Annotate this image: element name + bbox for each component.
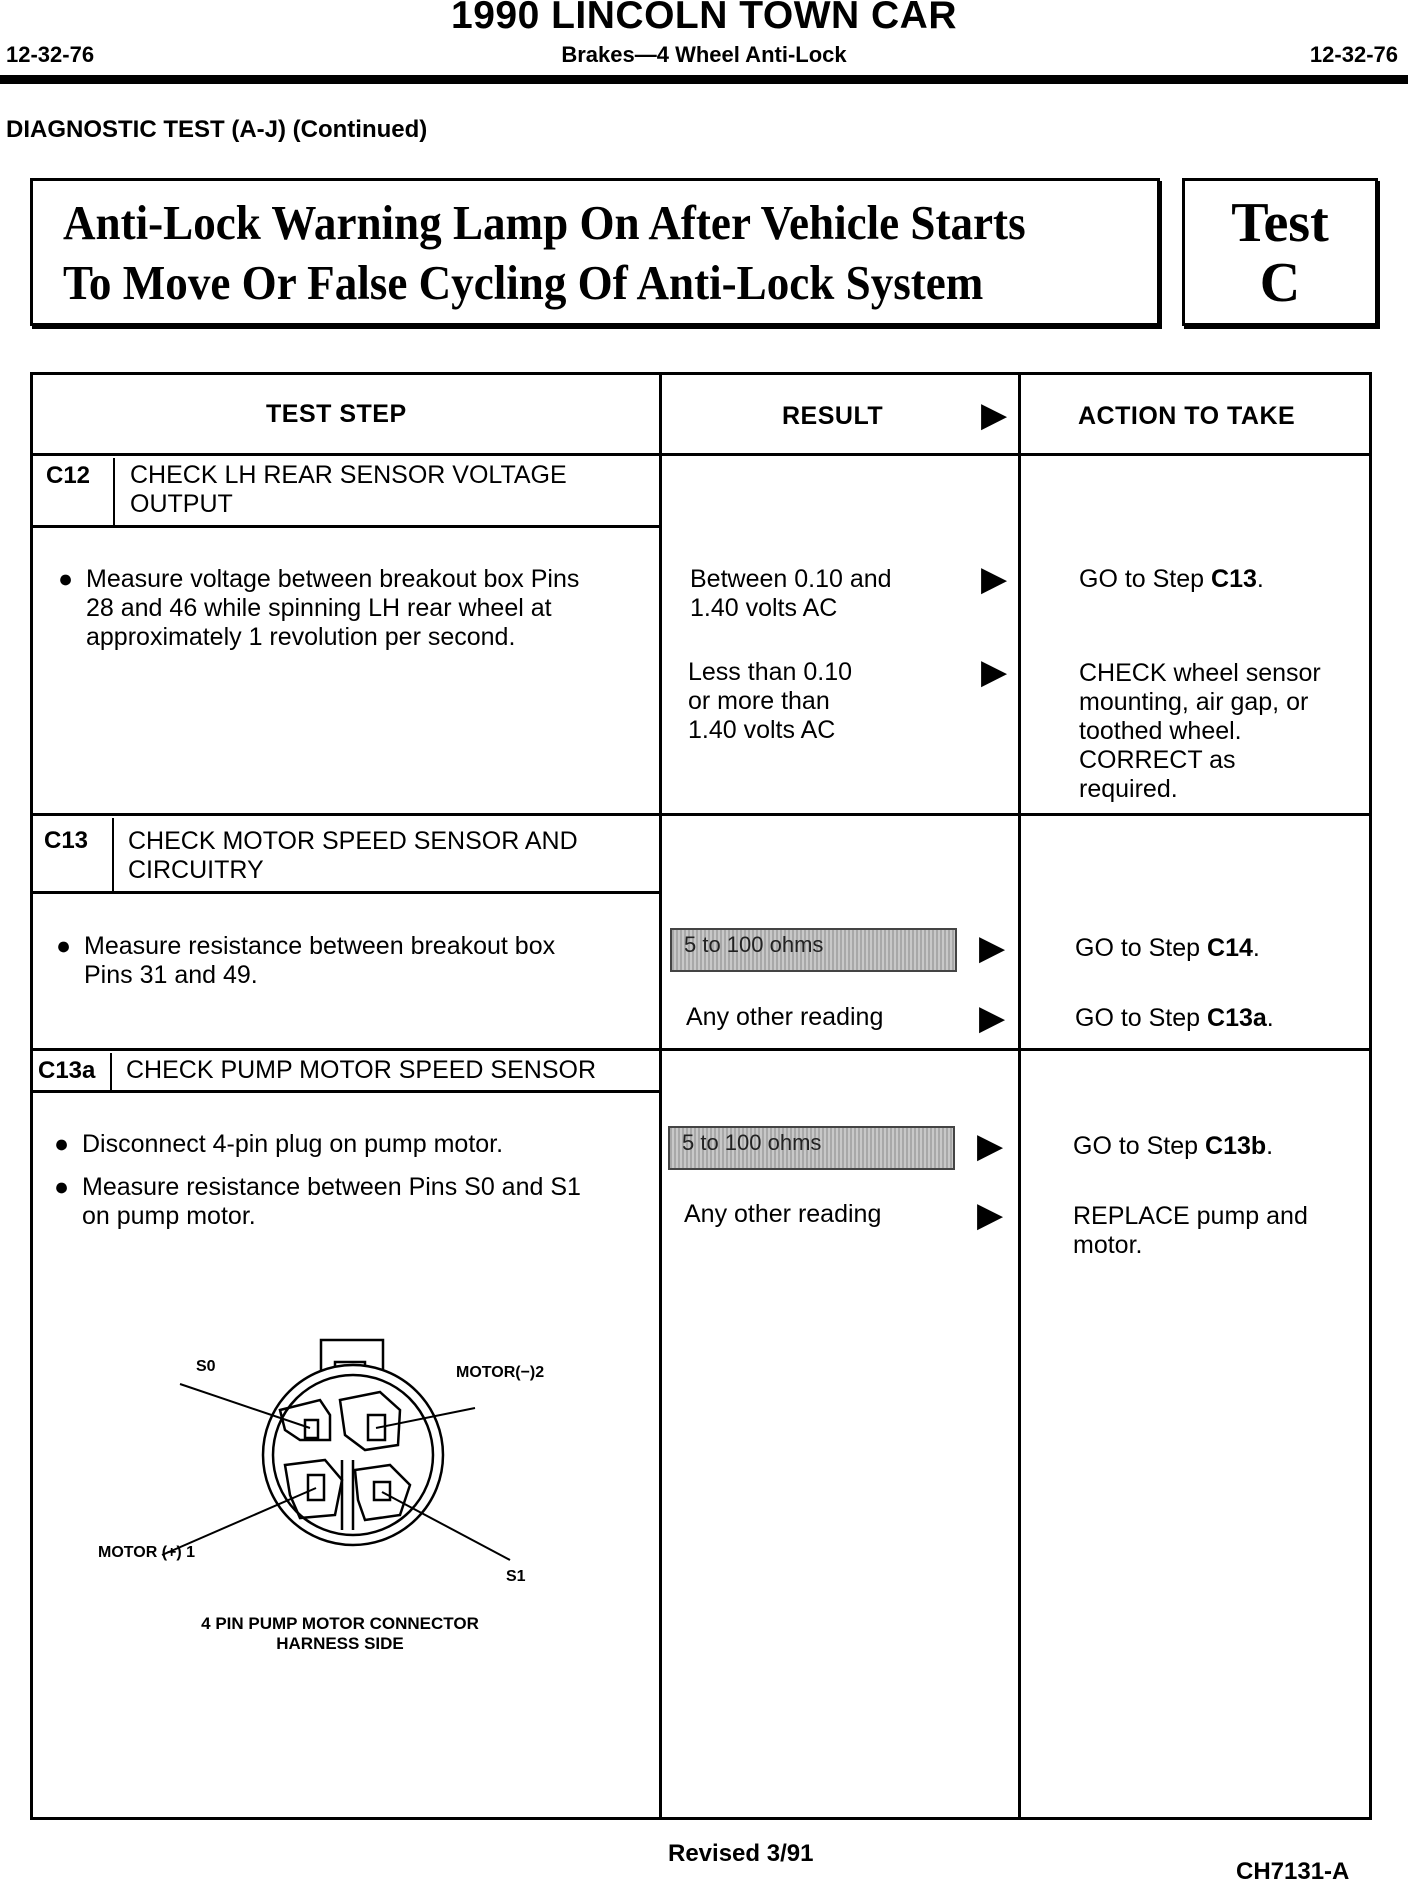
step-id-divider: [112, 818, 114, 891]
test-title-line2: To Move Or False Cycling Of Anti-Lock System: [63, 255, 984, 310]
action-c13a-2: [1073, 1202, 1308, 1260]
result-c12-2: [688, 658, 852, 745]
action-line: motor.: [1073, 1231, 1143, 1259]
result-line: or more than: [688, 687, 830, 715]
step-reference: C13b: [1205, 1132, 1267, 1160]
diagram-label-s0: S0: [196, 1358, 216, 1375]
action-c12-1: [1079, 565, 1264, 594]
step-instruction-c13a-2: [82, 1173, 581, 1231]
action-text: .: [1256, 565, 1264, 593]
diagram-label-s1: S1: [506, 1568, 526, 1585]
step-title-c13: [128, 827, 578, 885]
step-id-c13: C13: [44, 827, 89, 854]
bullet-icon: ●: [58, 565, 74, 593]
instruction-line: Pins 31 and 49.: [84, 961, 258, 989]
result-line: Less than 0.10: [688, 658, 853, 686]
step-title-rule: [30, 1090, 659, 1093]
step-title-line: OUTPUT: [130, 490, 233, 518]
header-row-rule: [30, 453, 1372, 456]
row-divider: [30, 813, 1372, 816]
column-divider-action: [1018, 372, 1021, 1820]
action-text: GO to Step: [1079, 565, 1212, 593]
step-title-line: CIRCUITRY: [128, 856, 264, 884]
test-title: [63, 193, 1026, 313]
page-number-right: 12-32-76: [1309, 42, 1398, 67]
result-line: 1.40 volts AC: [688, 716, 836, 744]
step-instruction-c13: [84, 932, 555, 990]
row-divider: [30, 1048, 1372, 1051]
action-line: toothed wheel.: [1079, 717, 1242, 745]
result-c13-2: Any other reading: [686, 1003, 884, 1031]
step-id-c12: C12: [46, 462, 91, 489]
instruction-line: approximately 1 revolution per second.: [86, 623, 516, 651]
section-title: DIAGNOSTIC TEST (A-J) (Continued): [6, 116, 428, 143]
page-header-subtitle: Brakes—4 Wheel Anti-Lock: [561, 42, 847, 67]
step-title-line: CHECK MOTOR SPEED SENSOR AND: [128, 827, 578, 855]
result-line: Between 0.10 and: [690, 565, 892, 593]
action-text: .: [1266, 1132, 1274, 1160]
step-title-c13a: CHECK PUMP MOTOR SPEED SENSOR: [126, 1056, 596, 1084]
arrow-right-icon: ▶: [981, 396, 1008, 434]
action-c13a-1: [1073, 1132, 1273, 1161]
arrow-right-icon: ▶: [979, 929, 1006, 967]
caption-line: 4 PIN PUMP MOTOR CONNECTOR: [201, 1614, 479, 1633]
action-text: .: [1252, 934, 1260, 962]
arrow-right-icon: ▶: [979, 999, 1006, 1037]
arrow-right-icon: ▶: [977, 1196, 1004, 1234]
bullet-icon: ●: [54, 1130, 70, 1158]
page-header-title: 1990 LINCOLN TOWN CAR: [451, 0, 957, 37]
document-code: CH7131-A: [1236, 1858, 1350, 1885]
column-divider-result: [659, 372, 662, 1820]
column-header-test-step: TEST STEP: [266, 400, 407, 428]
result-c13a-2: Any other reading: [684, 1200, 882, 1228]
instruction-line: 28 and 46 while spinning LH rear wheel at: [86, 594, 552, 622]
step-id-divider: [110, 1053, 112, 1090]
step-instruction-c12: [86, 565, 579, 652]
step-id-divider: [113, 458, 115, 525]
step-title-line: CHECK LH REAR SENSOR VOLTAGE: [130, 461, 567, 489]
result-c12-1: [690, 565, 892, 623]
diagram-label-motor-negative: MOTOR(−)2: [456, 1364, 545, 1381]
arrow-right-icon: ▶: [977, 1127, 1004, 1165]
action-line: CORRECT as: [1079, 746, 1236, 774]
instruction-line: on pump motor.: [82, 1202, 256, 1230]
step-reference: C13a: [1207, 1004, 1267, 1032]
test-id-box: [1182, 178, 1378, 326]
caption-line: HARNESS SIDE: [276, 1634, 404, 1653]
action-line: CHECK wheel sensor: [1079, 659, 1321, 687]
diagram-label-motor-positive: MOTOR (+) 1: [98, 1544, 196, 1561]
step-id-c13a: C13a: [38, 1057, 96, 1084]
step-title-rule: [30, 891, 659, 894]
result-c13-highlighted: 5 to 100 ohms: [670, 928, 957, 972]
action-c13-1: [1075, 934, 1260, 963]
instruction-line: Measure resistance between breakout box: [84, 932, 556, 960]
revision-date: Revised 3/91: [668, 1840, 814, 1867]
action-line: mounting, air gap, or: [1079, 688, 1309, 716]
header-rule: [0, 75, 1408, 84]
test-id: [1185, 193, 1375, 313]
test-title-box: [30, 178, 1160, 326]
test-letter: C: [1259, 252, 1301, 314]
result-c13a-highlighted: 5 to 100 ohms: [668, 1126, 955, 1170]
action-line: required.: [1079, 775, 1178, 803]
action-line: REPLACE pump and: [1073, 1202, 1308, 1230]
action-text: .: [1266, 1004, 1274, 1032]
column-header-action: ACTION TO TAKE: [1078, 402, 1296, 430]
action-text: GO to Step: [1075, 1004, 1208, 1032]
step-reference: C14: [1207, 934, 1253, 962]
action-text: GO to Step: [1075, 934, 1208, 962]
step-instruction-c13a-1: Disconnect 4-pin plug on pump motor.: [82, 1130, 504, 1158]
test-label: Test: [1231, 192, 1329, 254]
instruction-line: Measure voltage between breakout box Pins: [86, 565, 580, 593]
step-title-rule: [30, 525, 659, 528]
bullet-icon: ●: [54, 1173, 70, 1201]
test-title-line1: Anti-Lock Warning Lamp On After Vehicle Starts: [63, 195, 1026, 250]
page-number-left: 12-32-76: [6, 42, 95, 67]
action-c12-2: [1079, 659, 1321, 804]
instruction-line: Measure resistance between Pins S0 and S1: [82, 1173, 581, 1201]
action-text: GO to Step: [1073, 1132, 1206, 1160]
arrow-right-icon: ▶: [981, 653, 1008, 691]
column-header-result: RESULT: [782, 402, 884, 430]
diagram-caption: [140, 1614, 540, 1654]
bullet-icon: ●: [56, 932, 72, 960]
arrow-right-icon: ▶: [981, 560, 1008, 598]
step-reference: C13: [1211, 565, 1257, 593]
result-line: 1.40 volts AC: [690, 594, 838, 622]
step-title-c12: [130, 461, 567, 519]
action-c13-2: [1075, 1004, 1274, 1033]
